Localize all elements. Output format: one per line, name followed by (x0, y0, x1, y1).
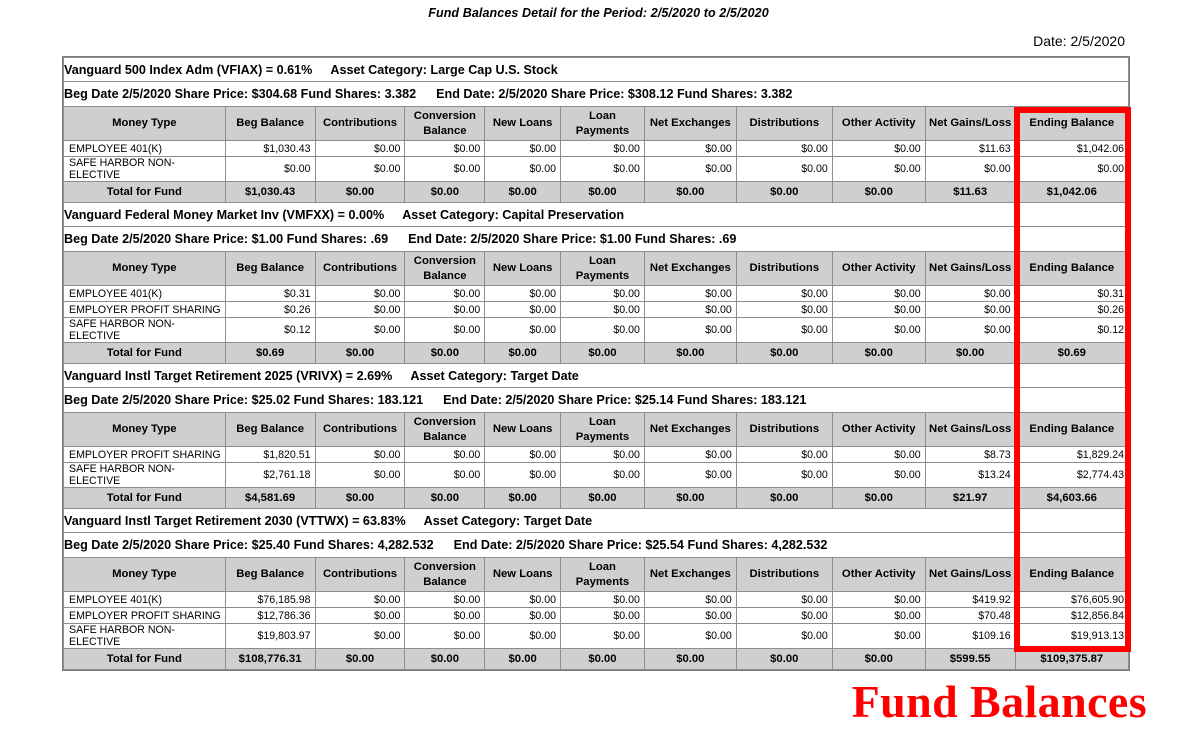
amount-cell: $0.00 (485, 318, 561, 343)
amount-cell: $0.00 (315, 463, 405, 488)
fund-share-price-row (64, 227, 1129, 252)
money-type-cell: EMPLOYEE 401(K) (64, 141, 226, 157)
table-row (64, 302, 1129, 318)
amount-cell: $0.00 (644, 157, 736, 182)
amount-cell: $76,605.90 (1015, 592, 1128, 608)
table-row (64, 286, 1129, 302)
amount-cell: $0.00 (644, 608, 736, 624)
total-amount-cell: $0.00 (832, 488, 925, 509)
amount-cell: $0.00 (315, 302, 405, 318)
amount-cell: $0.00 (644, 624, 736, 649)
total-amount-cell: $0.00 (485, 182, 561, 203)
fund-share-price-row (64, 533, 1129, 558)
fund-name-and-percent: Vanguard Federal Money Market Inv (VMFXX) = 0.00% (64, 207, 385, 222)
fund-end-date-info: End Date: 2/5/2020 Share Price: $1.00 Fund Shares: .69 (408, 232, 737, 246)
total-amount-cell: $0.00 (405, 649, 485, 670)
total-amount-cell: $108,776.31 (225, 649, 315, 670)
total-amount-cell: $599.55 (925, 649, 1015, 670)
amount-cell: $0.00 (561, 302, 645, 318)
amount-cell: $0.12 (225, 318, 315, 343)
conversion-label-line2: Balance (423, 430, 467, 443)
fund-total-row (64, 649, 1129, 670)
total-amount-cell: $0.00 (485, 649, 561, 670)
amount-cell: $0.00 (644, 463, 736, 488)
column-header-contributions: Contributions (315, 107, 405, 141)
fund-share-price-cell (64, 227, 1129, 252)
total-label-cell: Total for Fund (64, 343, 226, 364)
fund-beg-date-info: Beg Date 2/5/2020 Share Price: $1.00 Fund Shares: .69 (64, 232, 389, 246)
conversion-label-line1: Conversion (413, 561, 476, 574)
amount-cell: $0.00 (405, 141, 485, 157)
fund-sections (64, 58, 1129, 670)
column-header-contributions: Contributions (315, 413, 405, 447)
column-header-beg-balance: Beg Balance (225, 252, 315, 286)
amount-cell: $12,786.36 (225, 608, 315, 624)
amount-cell: $0.00 (561, 608, 645, 624)
amount-cell: $2,774.43 (1015, 463, 1128, 488)
amount-cell: $0.00 (736, 302, 832, 318)
total-amount-cell: $0.00 (736, 343, 832, 364)
fund-asset-category: Asset Category: Target Date (410, 368, 579, 383)
money-type-cell: EMPLOYEE 401(K) (64, 592, 226, 608)
amount-cell: $0.00 (485, 592, 561, 608)
amount-cell: $0.00 (832, 318, 925, 343)
amount-cell: $0.26 (1015, 302, 1128, 318)
amount-cell: $0.26 (225, 302, 315, 318)
column-header-money-type: Money Type (64, 558, 226, 592)
fund-share-price-row (64, 388, 1129, 413)
column-header-loan-payments: Loan Payments (561, 413, 645, 447)
amount-cell: $0.00 (832, 157, 925, 182)
total-amount-cell: $0.00 (736, 182, 832, 203)
fund-share-price-row (64, 82, 1129, 107)
total-label-cell: Total for Fund (64, 488, 226, 509)
column-header-loan-payments: Loan Payments (561, 252, 645, 286)
fund-balances-caption: Fund Balances (851, 676, 1147, 727)
amount-cell: $19,913.13 (1015, 624, 1128, 649)
column-header-beg-balance: Beg Balance (225, 413, 315, 447)
total-amount-cell: $0.00 (561, 649, 645, 670)
fund-balances-table-container (62, 56, 1130, 671)
fund-end-date-info: End Date: 2/5/2020 Share Price: $308.12 Fund Shares: 3.382 (436, 87, 793, 101)
total-amount-cell: $0.00 (736, 488, 832, 509)
amount-cell: $0.31 (1015, 286, 1128, 302)
amount-cell: $0.00 (925, 302, 1015, 318)
amount-cell: $0.00 (644, 302, 736, 318)
amount-cell: $0.00 (736, 624, 832, 649)
amount-cell: $1,042.06 (1015, 141, 1128, 157)
amount-cell: $0.00 (405, 157, 485, 182)
amount-cell: $8.73 (925, 447, 1015, 463)
amount-cell: $0.00 (315, 157, 405, 182)
amount-cell: $0.00 (925, 318, 1015, 343)
column-header-distributions: Distributions (736, 107, 832, 141)
fund-end-date-info: End Date: 2/5/2020 Share Price: $25.14 Fund Shares: 183.121 (443, 393, 807, 407)
total-amount-cell: $0.00 (405, 343, 485, 364)
column-header-ending-balance: Ending Balance (1015, 107, 1128, 141)
total-amount-cell: $1,030.43 (225, 182, 315, 203)
column-header-conversion-balance (405, 413, 485, 447)
column-header-distributions: Distributions (736, 558, 832, 592)
total-amount-cell: $0.00 (561, 343, 645, 364)
table-row (64, 592, 1129, 608)
amount-cell: $0.00 (832, 286, 925, 302)
amount-cell: $0.00 (315, 318, 405, 343)
total-label-cell: Total for Fund (64, 182, 226, 203)
amount-cell: $0.00 (485, 608, 561, 624)
amount-cell: $0.00 (315, 141, 405, 157)
column-header-other-activity: Other Activity (832, 413, 925, 447)
money-type-cell: SAFE HARBOR NON-ELECTIVE (64, 624, 226, 649)
column-header-conversion-balance (405, 252, 485, 286)
column-header-beg-balance: Beg Balance (225, 558, 315, 592)
total-amount-cell: $0.00 (405, 488, 485, 509)
column-header-ending-balance: Ending Balance (1015, 558, 1128, 592)
amount-cell: $0.00 (561, 624, 645, 649)
amount-cell: $0.00 (561, 592, 645, 608)
fund-total-row (64, 488, 1129, 509)
total-amount-cell: $0.00 (644, 343, 736, 364)
amount-cell: $0.00 (644, 286, 736, 302)
amount-cell: $0.00 (405, 624, 485, 649)
conversion-label-line1: Conversion (413, 110, 476, 123)
table-row (64, 141, 1129, 157)
column-header-beg-balance: Beg Balance (225, 107, 315, 141)
amount-cell: $0.00 (644, 447, 736, 463)
fund-beg-date-info: Beg Date 2/5/2020 Share Price: $304.68 Fund Shares: 3.382 (64, 87, 417, 101)
fund-end-date-info: End Date: 2/5/2020 Share Price: $25.54 Fund Shares: 4,282.532 (453, 538, 828, 552)
fund-title-cell (64, 203, 1129, 227)
table-row (64, 157, 1129, 182)
money-type-cell: EMPLOYER PROFIT SHARING (64, 302, 226, 318)
amount-cell: $0.00 (225, 157, 315, 182)
fund-name-and-percent: Vanguard 500 Index Adm (VFIAX) = 0.61% (64, 62, 313, 77)
amount-cell: $0.00 (1015, 157, 1128, 182)
fund-beg-date-info: Beg Date 2/5/2020 Share Price: $25.02 Fund Shares: 183.121 (64, 393, 424, 407)
amount-cell: $0.00 (405, 608, 485, 624)
amount-cell: $0.00 (832, 608, 925, 624)
money-type-cell: EMPLOYER PROFIT SHARING (64, 608, 226, 624)
fund-title-row (64, 58, 1129, 82)
amount-cell: $0.00 (644, 318, 736, 343)
total-amount-cell: $109,375.87 (1015, 649, 1128, 670)
column-header-ending-balance: Ending Balance (1015, 252, 1128, 286)
column-header-net-exchanges: Net Exchanges (644, 252, 736, 286)
fund-title-cell (64, 509, 1129, 533)
fund-asset-category: Asset Category: Capital Preservation (402, 207, 625, 222)
amount-cell: $0.00 (832, 592, 925, 608)
money-type-cell: SAFE HARBOR NON-ELECTIVE (64, 318, 226, 343)
money-type-cell: EMPLOYEE 401(K) (64, 286, 226, 302)
amount-cell: $0.00 (736, 447, 832, 463)
total-amount-cell: $0.00 (485, 343, 561, 364)
amount-cell: $12,856.84 (1015, 608, 1128, 624)
amount-cell: $0.00 (736, 608, 832, 624)
fund-title-cell (64, 364, 1129, 388)
conversion-label-line2: Balance (423, 124, 467, 137)
amount-cell: $0.00 (315, 447, 405, 463)
column-header-distributions: Distributions (736, 252, 832, 286)
column-header-other-activity: Other Activity (832, 558, 925, 592)
fund-share-price-cell (64, 388, 1129, 413)
fund-share-price-cell (64, 82, 1129, 107)
amount-cell: $70.48 (925, 608, 1015, 624)
conversion-label-line2: Balance (423, 269, 467, 282)
conversion-label-line2: Balance (423, 575, 467, 588)
amount-cell: $0.00 (405, 302, 485, 318)
column-header-money-type: Money Type (64, 413, 226, 447)
amount-cell: $1,820.51 (225, 447, 315, 463)
column-header-contributions: Contributions (315, 252, 405, 286)
column-header-conversion-balance (405, 558, 485, 592)
total-amount-cell: $0.00 (644, 182, 736, 203)
total-amount-cell: $0.00 (405, 182, 485, 203)
fund-title-row (64, 509, 1129, 533)
amount-cell: $11.63 (925, 141, 1015, 157)
amount-cell: $0.00 (644, 592, 736, 608)
amount-cell: $0.00 (485, 463, 561, 488)
column-header-net-gains-loss: Net Gains/Loss (925, 558, 1015, 592)
amount-cell: $0.00 (644, 141, 736, 157)
amount-cell: $0.00 (485, 624, 561, 649)
total-amount-cell: $0.00 (832, 343, 925, 364)
fund-total-row (64, 343, 1129, 364)
amount-cell: $0.00 (561, 286, 645, 302)
total-amount-cell: $0.00 (925, 343, 1015, 364)
amount-cell: $0.00 (405, 447, 485, 463)
amount-cell: $76,185.98 (225, 592, 315, 608)
column-header-net-exchanges: Net Exchanges (644, 107, 736, 141)
total-amount-cell: $0.00 (832, 649, 925, 670)
total-amount-cell: $0.00 (561, 182, 645, 203)
amount-cell: $0.00 (315, 286, 405, 302)
amount-cell: $0.00 (405, 286, 485, 302)
column-header-row (64, 558, 1129, 592)
fund-total-row (64, 182, 1129, 203)
total-amount-cell: $0.00 (315, 488, 405, 509)
column-header-net-gains-loss: Net Gains/Loss (925, 413, 1015, 447)
total-amount-cell: $0.00 (315, 649, 405, 670)
amount-cell: $0.00 (736, 286, 832, 302)
fund-name-and-percent: Vanguard Instl Target Retirement 2025 (VRIVX) = 2.69% (64, 368, 393, 383)
amount-cell: $0.00 (832, 302, 925, 318)
amount-cell: $2,761.18 (225, 463, 315, 488)
column-header-new-loans: New Loans (485, 413, 561, 447)
total-amount-cell: $21.97 (925, 488, 1015, 509)
amount-cell: $0.00 (736, 463, 832, 488)
total-amount-cell: $0.00 (736, 649, 832, 670)
amount-cell: $0.00 (315, 608, 405, 624)
total-amount-cell: $0.00 (644, 649, 736, 670)
total-amount-cell: $0.00 (315, 343, 405, 364)
amount-cell: $0.00 (561, 447, 645, 463)
amount-cell: $1,030.43 (225, 141, 315, 157)
column-header-net-gains-loss: Net Gains/Loss (925, 107, 1015, 141)
column-header-distributions: Distributions (736, 413, 832, 447)
column-header-net-exchanges: Net Exchanges (644, 558, 736, 592)
table-row (64, 447, 1129, 463)
amount-cell: $0.00 (832, 447, 925, 463)
amount-cell: $0.00 (485, 157, 561, 182)
amount-cell: $0.00 (832, 624, 925, 649)
column-header-loan-payments: Loan Payments (561, 558, 645, 592)
total-label-cell: Total for Fund (64, 649, 226, 670)
amount-cell: $0.00 (405, 592, 485, 608)
amount-cell: $0.00 (561, 318, 645, 343)
amount-cell: $0.00 (485, 141, 561, 157)
amount-cell: $0.00 (485, 286, 561, 302)
column-header-loan-payments: Loan Payments (561, 107, 645, 141)
amount-cell: $0.00 (561, 463, 645, 488)
table-row (64, 318, 1129, 343)
table-row (64, 608, 1129, 624)
money-type-cell: SAFE HARBOR NON-ELECTIVE (64, 157, 226, 182)
amount-cell: $0.00 (736, 157, 832, 182)
fund-balances-table (63, 57, 1129, 670)
column-header-ending-balance: Ending Balance (1015, 413, 1128, 447)
fund-share-price-cell (64, 533, 1129, 558)
total-amount-cell: $0.00 (315, 182, 405, 203)
amount-cell: $0.31 (225, 286, 315, 302)
fund-beg-date-info: Beg Date 2/5/2020 Share Price: $25.40 Fund Shares: 4,282.532 (64, 538, 434, 552)
column-header-conversion-balance (405, 107, 485, 141)
amount-cell: $0.00 (736, 592, 832, 608)
fund-title-row (64, 364, 1129, 388)
table-row (64, 624, 1129, 649)
column-header-net-exchanges: Net Exchanges (644, 413, 736, 447)
amount-cell: $0.00 (736, 141, 832, 157)
column-header-money-type: Money Type (64, 107, 226, 141)
column-header-row (64, 413, 1129, 447)
fund-title-row (64, 203, 1129, 227)
money-type-cell: SAFE HARBOR NON-ELECTIVE (64, 463, 226, 488)
total-amount-cell: $11.63 (925, 182, 1015, 203)
amount-cell: $13.24 (925, 463, 1015, 488)
amount-cell: $1,829.24 (1015, 447, 1128, 463)
amount-cell: $0.00 (405, 318, 485, 343)
amount-cell: $0.00 (736, 318, 832, 343)
amount-cell: $109.16 (925, 624, 1015, 649)
amount-cell: $0.00 (832, 463, 925, 488)
column-header-contributions: Contributions (315, 558, 405, 592)
total-amount-cell: $0.69 (225, 343, 315, 364)
column-header-new-loans: New Loans (485, 107, 561, 141)
total-amount-cell: $0.00 (832, 182, 925, 203)
total-amount-cell: $0.69 (1015, 343, 1128, 364)
amount-cell: $0.00 (561, 141, 645, 157)
total-amount-cell: $0.00 (485, 488, 561, 509)
column-header-net-gains-loss: Net Gains/Loss (925, 252, 1015, 286)
total-amount-cell: $0.00 (644, 488, 736, 509)
money-type-cell: EMPLOYER PROFIT SHARING (64, 447, 226, 463)
total-amount-cell: $4,581.69 (225, 488, 315, 509)
column-header-new-loans: New Loans (485, 252, 561, 286)
amount-cell: $0.00 (925, 286, 1015, 302)
total-amount-cell: $1,042.06 (1015, 182, 1128, 203)
table-row (64, 463, 1129, 488)
amount-cell: $19,803.97 (225, 624, 315, 649)
fund-asset-category: Asset Category: Target Date (423, 513, 593, 528)
fund-name-and-percent: Vanguard Instl Target Retirement 2030 (VTTWX) = 63.83% (64, 513, 406, 528)
column-header-row (64, 107, 1129, 141)
column-header-other-activity: Other Activity (832, 252, 925, 286)
report-date: Date: 2/5/2020 (1033, 33, 1125, 49)
amount-cell: $0.00 (561, 157, 645, 182)
column-header-other-activity: Other Activity (832, 107, 925, 141)
conversion-label-line1: Conversion (413, 416, 476, 429)
total-amount-cell: $0.00 (561, 488, 645, 509)
fund-asset-category: Asset Category: Large Cap U.S. Stock (330, 62, 558, 77)
amount-cell: $0.00 (485, 447, 561, 463)
total-amount-cell: $4,603.66 (1015, 488, 1128, 509)
amount-cell: $0.00 (925, 157, 1015, 182)
fund-title-cell (64, 58, 1129, 82)
amount-cell: $0.00 (832, 141, 925, 157)
amount-cell: $0.12 (1015, 318, 1128, 343)
column-header-row (64, 252, 1129, 286)
column-header-money-type: Money Type (64, 252, 226, 286)
column-header-new-loans: New Loans (485, 558, 561, 592)
conversion-label-line1: Conversion (413, 255, 476, 268)
amount-cell: $0.00 (485, 302, 561, 318)
amount-cell: $0.00 (315, 592, 405, 608)
amount-cell: $0.00 (405, 463, 485, 488)
report-title: Fund Balances Detail for the Period: 2/5/2020 to 2/5/2020 (428, 6, 769, 20)
amount-cell: $0.00 (315, 624, 405, 649)
amount-cell: $419.92 (925, 592, 1015, 608)
